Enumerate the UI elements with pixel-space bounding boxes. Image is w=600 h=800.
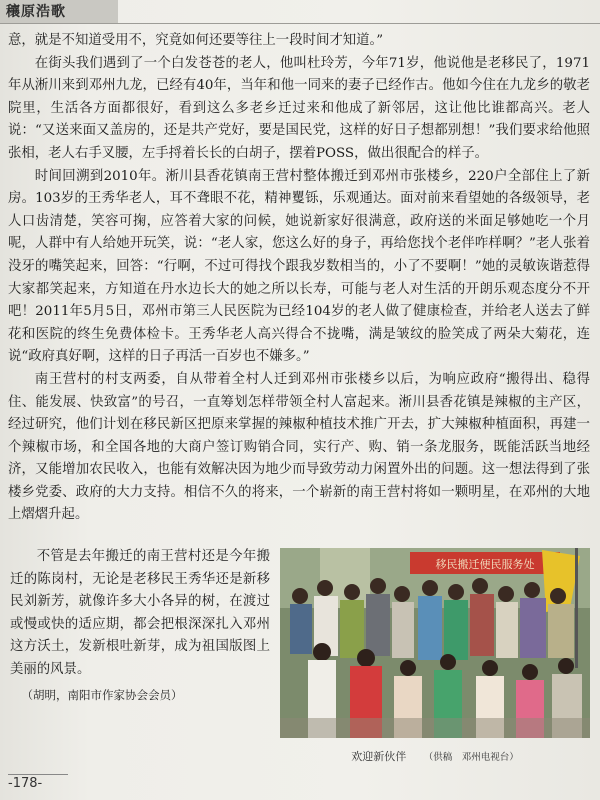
section-header: 穰原浩歌 — [0, 0, 118, 24]
closing-column — [10, 546, 270, 706]
page-number-rule — [8, 774, 68, 775]
paragraph: 南王营村的村支两委，自从带着全村人迁到邓州市张楼乡以后，为响应政府“搬得出、稳得住、能发展、快致富”的号召，一直筹划怎样带领全村人富起来。淅川县香花镇是辣椒的主产区，经过研究，他们计划在移民新区把原来掌握的辣椒种植技术推广开去，扩大辣椒种植面积，再建一个辣椒市场，和全国各地的大商户签订购销合同，实行产、购、销一条龙服务，既能活跃当地经济，又能增加农民收入，也能有效解决因为地少而导致劳动力闲置外出的问题。这一想法得到了张楼乡党委、政府的大力支持。相信不久的将来，一个崭新的南王营村将如一颗明星，在邓州的大地上熠熠升起。 — [8, 371, 590, 523]
paragraph: 时间回溯到2010年。淅川县香花镇南王营村整体搬迁到邓州市张楼乡，220户全部住上了新房。103岁的王秀华老人，耳不聋眼不花，精神矍铄，乐观通达。面对前来看望她的各级领导，老人口齿清楚，笑容可掬，应答着大家的问候，她说新家好很满意，政府送的米面足够她吃一个月呢，人群中有人给她开玩笑，说：“老人家，您这么好的身子，再给您找个老伴咋样啊？”老人张着没牙的嘴笑起来，回答：“行啊，不过可得找个跟我岁数相当的，小了不要啊！”她的灵敏诙谐惹得大家都笑起来，方知道在丹水边长大的她之所以长寿，可能与老人对生活的开朗乐观态度分不开吧！2011年5月5日，邓州市第三人民医院为已经104岁的老人做了健康检查，并给老人送去了鲜花和医院的终生免费体检卡。王秀华老人高兴得合不拢嘴，满是皱纹的脸笑成了两朵大菊花，连说“政府真好啊，这样的日子再活一百岁也不嫌多。” — [8, 168, 590, 365]
header-rule — [118, 23, 600, 24]
article-body — [8, 30, 590, 527]
author-signature: （胡明，南阳市作家协会会员） — [21, 687, 183, 702]
paragraph: 在街头我们遇到了一个白发苍苍的老人，他叫杜玲芳，今年71岁，他说他是老移民了，1971年从淅川来到邓州九龙，已经有40年，当年和他一同来的妻子已经作古。他如今住在九龙乡的敬老院里，生活各方面都很好，看到这么多老乡迁过来和他成了新邻居，这让他比谁都高兴。老人说：“又送来面又盖房的，还是共产党好，要是国民党，这样的好日子想都别想！”我们要求给他照张相，老人右手叉腰，左手捋着长长的白胡子，摆着POSS，做出很配合的样子。 — [8, 55, 590, 161]
page-number: -178- — [8, 776, 43, 791]
closing-paragraph: 不管是去年搬迁的南王营村还是今年搬迁的陈岗村，无论是老移民王秀华还是新移民刘新芳，就像许多大小各异的树，在渡过或慢或快的适应期，都会把根深深扎入邓州这方沃土，发新根吐新芽，成为祖国版图上美丽的风景。 — [10, 549, 270, 677]
photo-credit: （供稿 邓州电视台） — [423, 752, 519, 763]
news-photo — [280, 548, 590, 738]
paragraph: 意，就是不知道受用不，究竟如何还要等往上一段时间才知道。” — [8, 33, 384, 48]
photo-caption — [280, 748, 590, 764]
caption-text: 欢迎新伙伴 — [351, 750, 407, 763]
banner-text: 移民搬迁便民服务处 — [435, 558, 535, 571]
